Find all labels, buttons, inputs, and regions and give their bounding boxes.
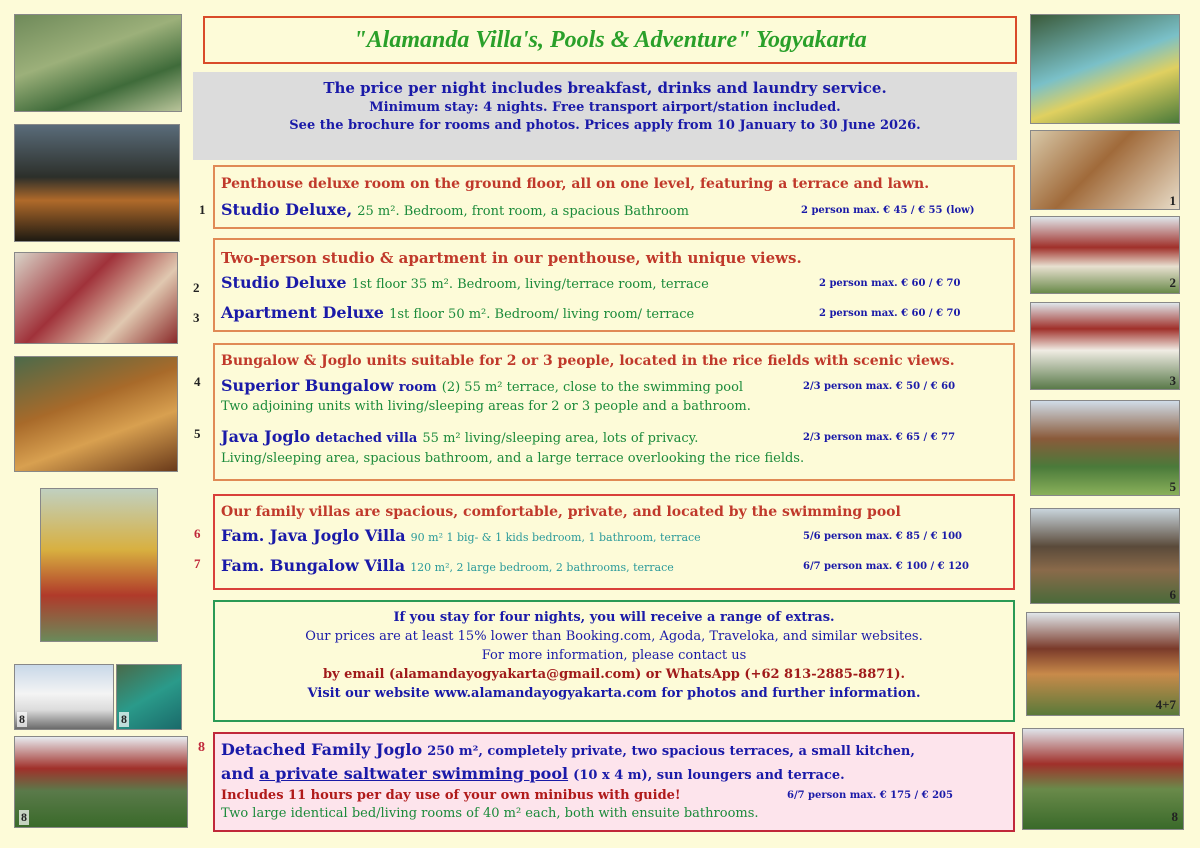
photo-family	[40, 488, 158, 642]
section-detached-joglo	[213, 732, 1015, 832]
contact-info[interactable]: by email (alamandayogyakarta@gmail.com) or WhatsApp (+62 813-2885-8871).	[322, 667, 906, 682]
room-price: 2/3 person max. € 50 / € 60	[803, 381, 956, 392]
photo-private-pool	[116, 664, 182, 730]
photo-studio-room	[1030, 130, 1180, 210]
section-number: 2	[193, 280, 200, 295]
room-price: 6/7 person max. € 100 / € 120	[803, 561, 969, 572]
info-line: The price per night includes breakfast, drinks and laundry service.	[323, 79, 887, 97]
room-desc-part: (10 x 4 m), sun loungers and terrace.	[573, 768, 845, 783]
section-heading: Bungalow & Joglo units suitable for 2 or 3 people, located in the rice fields with scenic views.	[221, 353, 955, 369]
info-line: See the brochure for rooms and photos. Prices apply from 10 January to 30 June 2026.	[289, 118, 921, 133]
section-number: 6	[194, 526, 201, 541]
photo-java-joglo	[1030, 400, 1180, 496]
room-price: 2 person max. € 45 / € 55 (low)	[801, 205, 975, 216]
room-desc: 90 m² 1 big- & 1 kids bedroom, 1 bathroom, terrace	[410, 531, 701, 544]
section-bungalow	[213, 343, 1015, 481]
photo-number: 8	[121, 712, 127, 726]
room-desc: 55 m² living/sleeping area, lots of privacy.	[422, 431, 699, 446]
extras-line: If you stay for four nights, you will receive a range of extras.	[393, 610, 835, 625]
photo-detached-joglo	[14, 736, 188, 828]
room-desc: 25 m². Bedroom, front room, a spacious Bathroom	[357, 204, 689, 219]
photo-sunset-mountain	[14, 124, 180, 242]
room-name: Studio Deluxe	[221, 273, 347, 292]
room-name: Detached Family Joglo	[221, 740, 423, 759]
extras-line: For more information, please contact us	[481, 648, 747, 663]
photo-apartment	[1030, 302, 1180, 390]
photo-number: 6	[1169, 587, 1176, 602]
room-desc: 250 m², completely private, two spacious terraces, a small kitchen,	[427, 744, 915, 759]
room-subtext: Two large identical bed/living rooms of 40 m² each, both with ensuite bathrooms.	[221, 806, 759, 821]
section-penthouse-ground	[213, 165, 1015, 229]
page-title-box	[203, 16, 1017, 64]
photo-number: 2	[1169, 275, 1176, 290]
photo-number: 3	[1169, 373, 1176, 388]
section-penthouse-upper	[213, 238, 1015, 332]
room-desc: (2) 55 m² terrace, close to the swimming pool	[441, 380, 744, 395]
room-price: 6/7 person max. € 175 / € 205	[787, 790, 953, 801]
photo-minibus	[14, 664, 114, 730]
photo-number: 8	[19, 712, 25, 726]
info-line: Minimum stay: 4 nights. Free transport airport/station included.	[369, 100, 841, 115]
room-desc: 1st floor 35 m². Bedroom, living/terrace room, terrace	[351, 277, 709, 292]
photo-rice-fields	[14, 14, 182, 112]
room-name: Fam. Bungalow Villa	[221, 556, 406, 575]
page-title: "Alamanda Villa's, Pools & Adventure" Yogyakarta	[353, 26, 867, 53]
section-number: 8	[198, 740, 205, 755]
photo-pool-garden	[1030, 14, 1180, 124]
photo-number: 8	[21, 810, 27, 824]
section-number: 1	[199, 202, 206, 217]
photo-number: 5	[1169, 479, 1176, 494]
website-line[interactable]: Visit our website www.alamandayogyakarta.com for photos and further information.	[307, 686, 921, 701]
room-type: room	[398, 380, 437, 395]
minibus-note: Includes 11 hours per day use of your own minibus with guide!	[221, 788, 681, 803]
room-price: 5/6 person max. € 85 / € 100	[803, 531, 962, 542]
room-desc: 1st floor 50 m². Bedroom/ living room/ terrace	[389, 307, 695, 322]
section-heading: Penthouse deluxe room on the ground floor, all on one level, featuring a terrace and lawn.	[221, 176, 930, 192]
section-number: 5	[194, 426, 201, 441]
room-name: Studio Deluxe,	[221, 200, 353, 219]
section-heading: Two-person studio & apartment in our penthouse, with unique views.	[221, 249, 802, 267]
photo-restaurant	[14, 252, 178, 344]
photo-number: 8	[1171, 809, 1178, 824]
room-name: Java Joglo	[221, 427, 311, 446]
photo-detached-joglo-right	[1022, 728, 1184, 830]
photo-family-joglo	[1030, 508, 1180, 604]
room-name: Apartment Deluxe	[221, 303, 384, 322]
room-desc: 120 m², 2 large bedroom, 2 bathrooms, terrace	[410, 561, 674, 574]
room-type: detached villa	[315, 431, 418, 446]
room-price: 2 person max. € 60 / € 70	[819, 308, 961, 319]
section-extras	[213, 600, 1015, 722]
pool-highlight: a private saltwater swimming pool	[259, 764, 569, 783]
section-number: 4	[194, 374, 201, 389]
photo-market	[14, 356, 178, 472]
extras-line: Our prices are at least 15% lower than Booking.com, Agoda, Traveloka, and similar websites.	[305, 629, 923, 644]
room-subtext: Living/sleeping area, spacious bathroom, and a large terrace overlooking the rice fields.	[221, 451, 805, 466]
room-name: Superior Bungalow	[221, 376, 394, 395]
section-heading: Our family villas are spacious, comfortable, private, and located by the swimming pool	[221, 504, 901, 520]
room-name: Fam. Java Joglo Villa	[221, 526, 406, 545]
photo-number: 1	[1169, 193, 1176, 208]
room-subtext: Two adjoining units with living/sleeping areas for 2 or 3 people and a bathroom.	[221, 399, 751, 414]
photo-number: 4+7	[1155, 697, 1176, 712]
contact-line	[215, 665, 1013, 684]
section-number: 7	[194, 556, 201, 571]
photo-bungalow-villa	[1026, 612, 1180, 716]
room-price: 2 person max. € 60 / € 70	[819, 278, 961, 289]
room-desc-part: and	[221, 764, 255, 783]
room-price: 2/3 person max. € 65 / € 77	[803, 432, 956, 443]
info-box	[193, 72, 1017, 160]
section-number: 3	[193, 310, 200, 325]
section-family	[213, 494, 1015, 590]
photo-penthouse	[1030, 216, 1180, 294]
